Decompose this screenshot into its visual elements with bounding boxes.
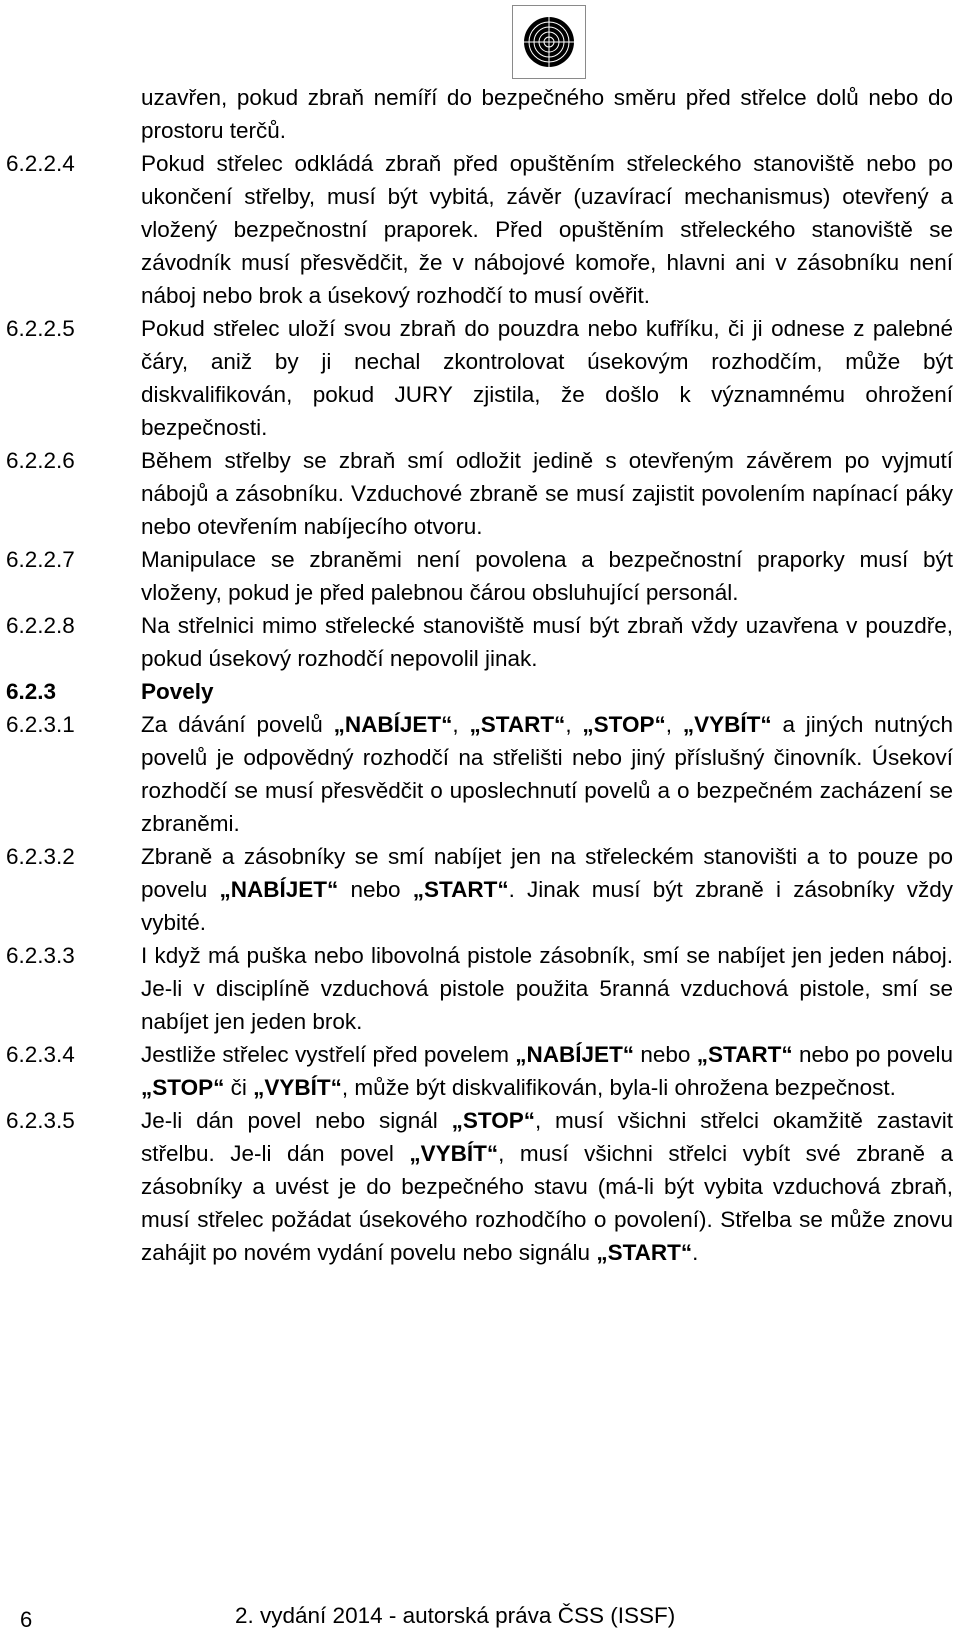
rule-number: 6.2.3.5	[6, 1108, 75, 1133]
rule-item	[0, 840, 960, 939]
text-run: nebo	[634, 1042, 697, 1067]
command-keyword: „START“	[412, 877, 509, 902]
section-title	[141, 675, 953, 708]
text-run: Je-li dán povel nebo signál	[141, 1108, 452, 1133]
rule-number: 6.2.3.2	[6, 844, 75, 869]
command-keyword: „NABÍJET“	[333, 712, 453, 737]
command-keyword: „START“	[469, 712, 566, 737]
rule-item	[0, 543, 960, 609]
rule-number: 6.2.2.5	[6, 316, 75, 341]
rule-number: 6.2.2.4	[6, 151, 75, 176]
rule-text	[141, 543, 953, 609]
rule-item	[0, 1104, 960, 1269]
rule-text	[141, 609, 953, 675]
target-logo	[512, 5, 586, 79]
rule-item	[0, 609, 960, 675]
rule-item	[0, 147, 960, 312]
command-keyword: „STOP“	[141, 1075, 225, 1100]
rule-text	[141, 444, 953, 543]
text-run: . Jinak musí být zbraně i zásobníky vždy vybité.	[141, 877, 953, 935]
text-run: Pokud střelec odkládá zbraň před opuštěním střeleckého stanoviště nebo po ukončení střelby, musí být vybitá, závěr (uzavírací mechanismus) otevřený a vložený bezpečnostní praporek. Před opuštěním střeleckého stanoviště se závodník musí přesvědčit, že v nábojové komoře, hlavni ani v zásobníku není náboj nebo brok a úsekový rozhodčí to musí ověřit.	[141, 151, 953, 308]
text-run: nebo	[338, 877, 413, 902]
text-run: , může být diskvalifikován, byla-li ohrožena bezpečnost.	[341, 1075, 896, 1100]
text-run: Na střelnici mimo střelecké stanoviště musí být zbraň vždy uzavřena v pouzdře, pokud úsekový rozhodčí nepovolil jinak.	[141, 613, 953, 671]
rule-number: 6.2.3.1	[6, 712, 75, 737]
text-run: ,	[565, 712, 583, 737]
text-run: Zbraně a zásobníky se smí nabíjet jen na střeleckém stanovišti a to pouze po povelu	[141, 844, 953, 902]
text-run: Povely	[141, 679, 214, 704]
command-keyword: „VYBÍT“	[409, 1141, 499, 1166]
text-run: I když má puška nebo libovolná pistole zásobník, smí se nabíjet jen jeden náboj. Je-li v disciplíně vzduchová pistole použita 5ranná vzduchová pistole, smí se nabíjet jen jeden brok.	[141, 943, 953, 1034]
rule-number: 6.2.3.3	[6, 943, 75, 968]
command-keyword: „VYBÍT“	[253, 1075, 342, 1100]
text-run: ,	[665, 712, 683, 737]
intro-paragraph	[0, 81, 960, 147]
rule-text	[141, 840, 953, 939]
target-icon	[513, 6, 585, 78]
text-run: , musí všichni střelci vybít své zbraně a zásobníky a uvést je do bezpečného stavu (má-li být vybita vzduchová zbraň, musí střelec požádat úsekového rozhodčího o povolení). Střelba se může znovu zahájit po novém vydání povelu nebo signálu	[141, 1141, 954, 1265]
rule-number: 6.2.3.4	[6, 1042, 75, 1067]
rule-item	[0, 1038, 960, 1104]
command-keyword: „VYBÍT“	[682, 712, 772, 737]
intro-text: uzavřen, pokud zbraň nemíří do bezpečného směru před střelce dolů nebo do prostoru terčů.	[141, 85, 953, 143]
section-heading	[0, 675, 960, 708]
text-run: Za dávání povelů	[141, 712, 334, 737]
text-run: , musí všichni střelci okamžitě zastavit střelbu. Je-li dán povel	[141, 1108, 953, 1166]
rule-item	[0, 444, 960, 543]
rule-text	[141, 1038, 953, 1104]
rule-item	[0, 708, 960, 840]
command-keyword: „NABÍJET“	[515, 1042, 635, 1067]
document-body	[0, 81, 960, 1269]
rule-text	[141, 147, 953, 312]
text-run: Pokud střelec uloží svou zbraň do pouzdra nebo kufříku, či ji odnese z palebné čáry, aniž by ji nechal zkontrolovat úsekovým rozhodčím, může být diskvalifikován, pokud JURY zjistila, že došlo k významnému ohrožení bezpečnosti.	[141, 316, 953, 440]
command-keyword: „STOP“	[451, 1108, 535, 1133]
rules-list	[0, 147, 960, 1269]
rule-item	[0, 939, 960, 1038]
footer-edition: 2. vydání 2014 - autorská práva ČSS (ISSF)	[235, 1603, 676, 1628]
text-run: nebo po povelu	[792, 1042, 953, 1067]
text-run: .	[692, 1240, 699, 1265]
rule-number: 6.2.2.7	[6, 547, 75, 572]
rule-item	[0, 312, 960, 444]
text-run: Během střelby se zbraň smí odložit jedině s otevřeným závěrem po vyjmutí nábojů a zásobníku. Vzduchové zbraně se musí zajistit povolením napínací páky nebo otevřením nabíjecího otvoru.	[141, 448, 953, 539]
rule-number: 6.2.2.6	[6, 448, 75, 473]
text-run: či	[224, 1075, 254, 1100]
rule-text	[141, 939, 953, 1038]
text-run: ,	[452, 712, 470, 737]
command-keyword: „START“	[696, 1042, 793, 1067]
rule-number: 6.2.3	[6, 679, 57, 704]
command-keyword: „NABÍJET“	[219, 877, 339, 902]
text-run: Jestliže střelec vystřelí před povelem	[141, 1042, 516, 1067]
text-run: a jiných nutných povelů je odpovědný rozhodčí na střelišti nebo jiný příslušný činovník. Úsekoví rozhodčí se musí přesvědčit o uposlechnutí povelů a o bezpečném zacházení se zbraněmi.	[141, 712, 953, 836]
text-run: Manipulace se zbraněmi není povolena a bezpečnostní praporky musí být vloženy, pokud je před palebnou čárou obsluhující personál.	[141, 547, 953, 605]
rule-number: 6.2.2.8	[6, 613, 75, 638]
rule-text	[141, 708, 953, 840]
rule-text	[141, 312, 953, 444]
command-keyword: „STOP“	[582, 712, 666, 737]
command-keyword: „START“	[596, 1240, 693, 1265]
rule-text	[141, 1104, 953, 1269]
page-number: 6	[20, 1607, 33, 1632]
